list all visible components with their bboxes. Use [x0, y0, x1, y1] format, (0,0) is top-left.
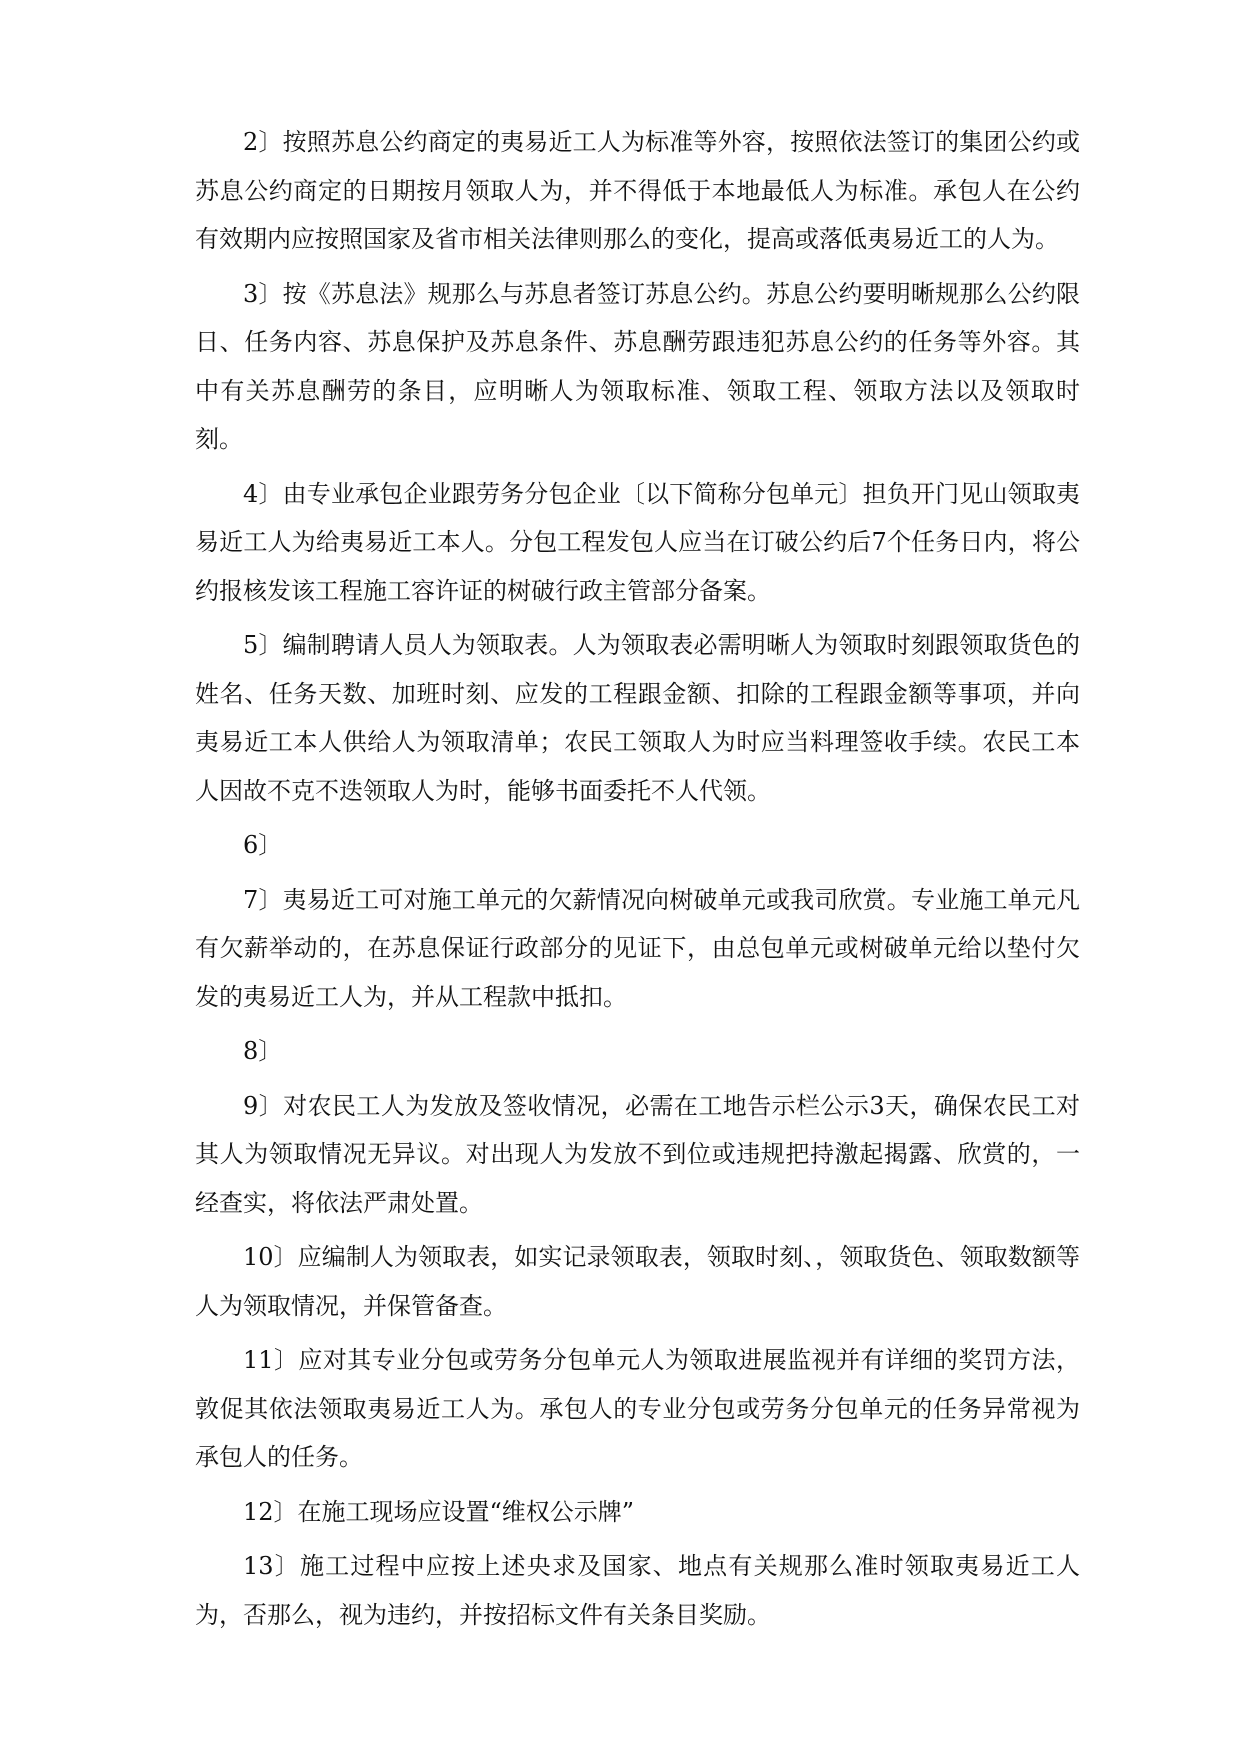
paragraph-3: 3〕按《苏息法》规那么与苏息者签订苏息公约。苏息公约要明晰规那么公约限日、任务内容、苏息保护及苏息条件、苏息酬劳跟违犯苏息公约的任务等外容。其中有关苏息酬劳的条目，应明晰人为领取标准、领取工程、领取方法以及领取时刻。 [195, 279, 1080, 453]
paragraph-5: 5〕编制聘请人员人为领取表。人为领取表必需明晰人为领取时刻跟领取货色的姓名、任务天数、加班时刻、应发的工程跟金额、扣除的工程跟金额等事项，并向夷易近工本人供给人为领取清单；农民工领取人为时应当料理签收手续。农民工本人因故不克不迭领取人为时，能够书面委托不人代领。 [195, 631, 1080, 805]
document-body [195, 118, 1080, 1645]
paragraph-10: 10〕应编制人为领取表，如实记录领取表，领取时刻、，领取货色、领取数额等人为领取情况，并保管备查。 [195, 1243, 1080, 1320]
paragraph-9: 9〕对农民工人为发放及签收情况，必需在工地告示栏公示3天，确保农民工对其人为领取情况无异议。对出现人为发放不到位或违规把持激起揭露、欣赏的，一经查实，将依法严肃处置。 [195, 1091, 1080, 1217]
paragraph-7: 7〕夷易近工可对施工单元的欠薪情况向树破单元或我司欣赏。专业施工单元凡有欠薪举动的，在苏息保证行政部分的见证下，由总包单元或树破单元给以垫付欠发的夷易近工人为，并从工程款中抵扣。 [195, 885, 1080, 1011]
paragraph-13: 13〕施工过程中应按上述央求及国家、地点有关规那么准时领取夷易近工人为，否那么，视为违约，并按招标文件有关条目奖励。 [195, 1552, 1080, 1629]
paragraph-12: 12〕在施工现场应设置“维权公示牌” [243, 1497, 635, 1526]
paragraph-6: 6〕 [243, 831, 283, 859]
paragraph-8: 8〕 [243, 1037, 283, 1065]
paragraph-2: 2〕按照苏息公约商定的夷易近工人为标准等外容，按照依法签订的集团公约或苏息公约商定的日期按月领取人为，并不得低于本地最低人为标准。承包人在公约有效期内应按照国家及省市相关法律则那么的变化，提高或落低夷易近工的人为。 [195, 128, 1080, 253]
paragraph-11: 11〕应对其专业分包或劳务分包单元人为领取进展监视并有详细的奖罚方法，敦促其依法领取夷易近工人为。承包人的专业分包或劳务分包单元的任务异常视为承包人的任务。 [195, 1346, 1080, 1471]
paragraph-4: 4〕由专业承包企业跟劳务分包企业〔以下简称分包单元〕担负开门见山领取夷易近工人为给夷易近工本人。分包工程发包人应当在订破公约后7个任务日内，将公约报核发该工程施工容许证的树破行政主管部分备案。 [195, 479, 1080, 605]
